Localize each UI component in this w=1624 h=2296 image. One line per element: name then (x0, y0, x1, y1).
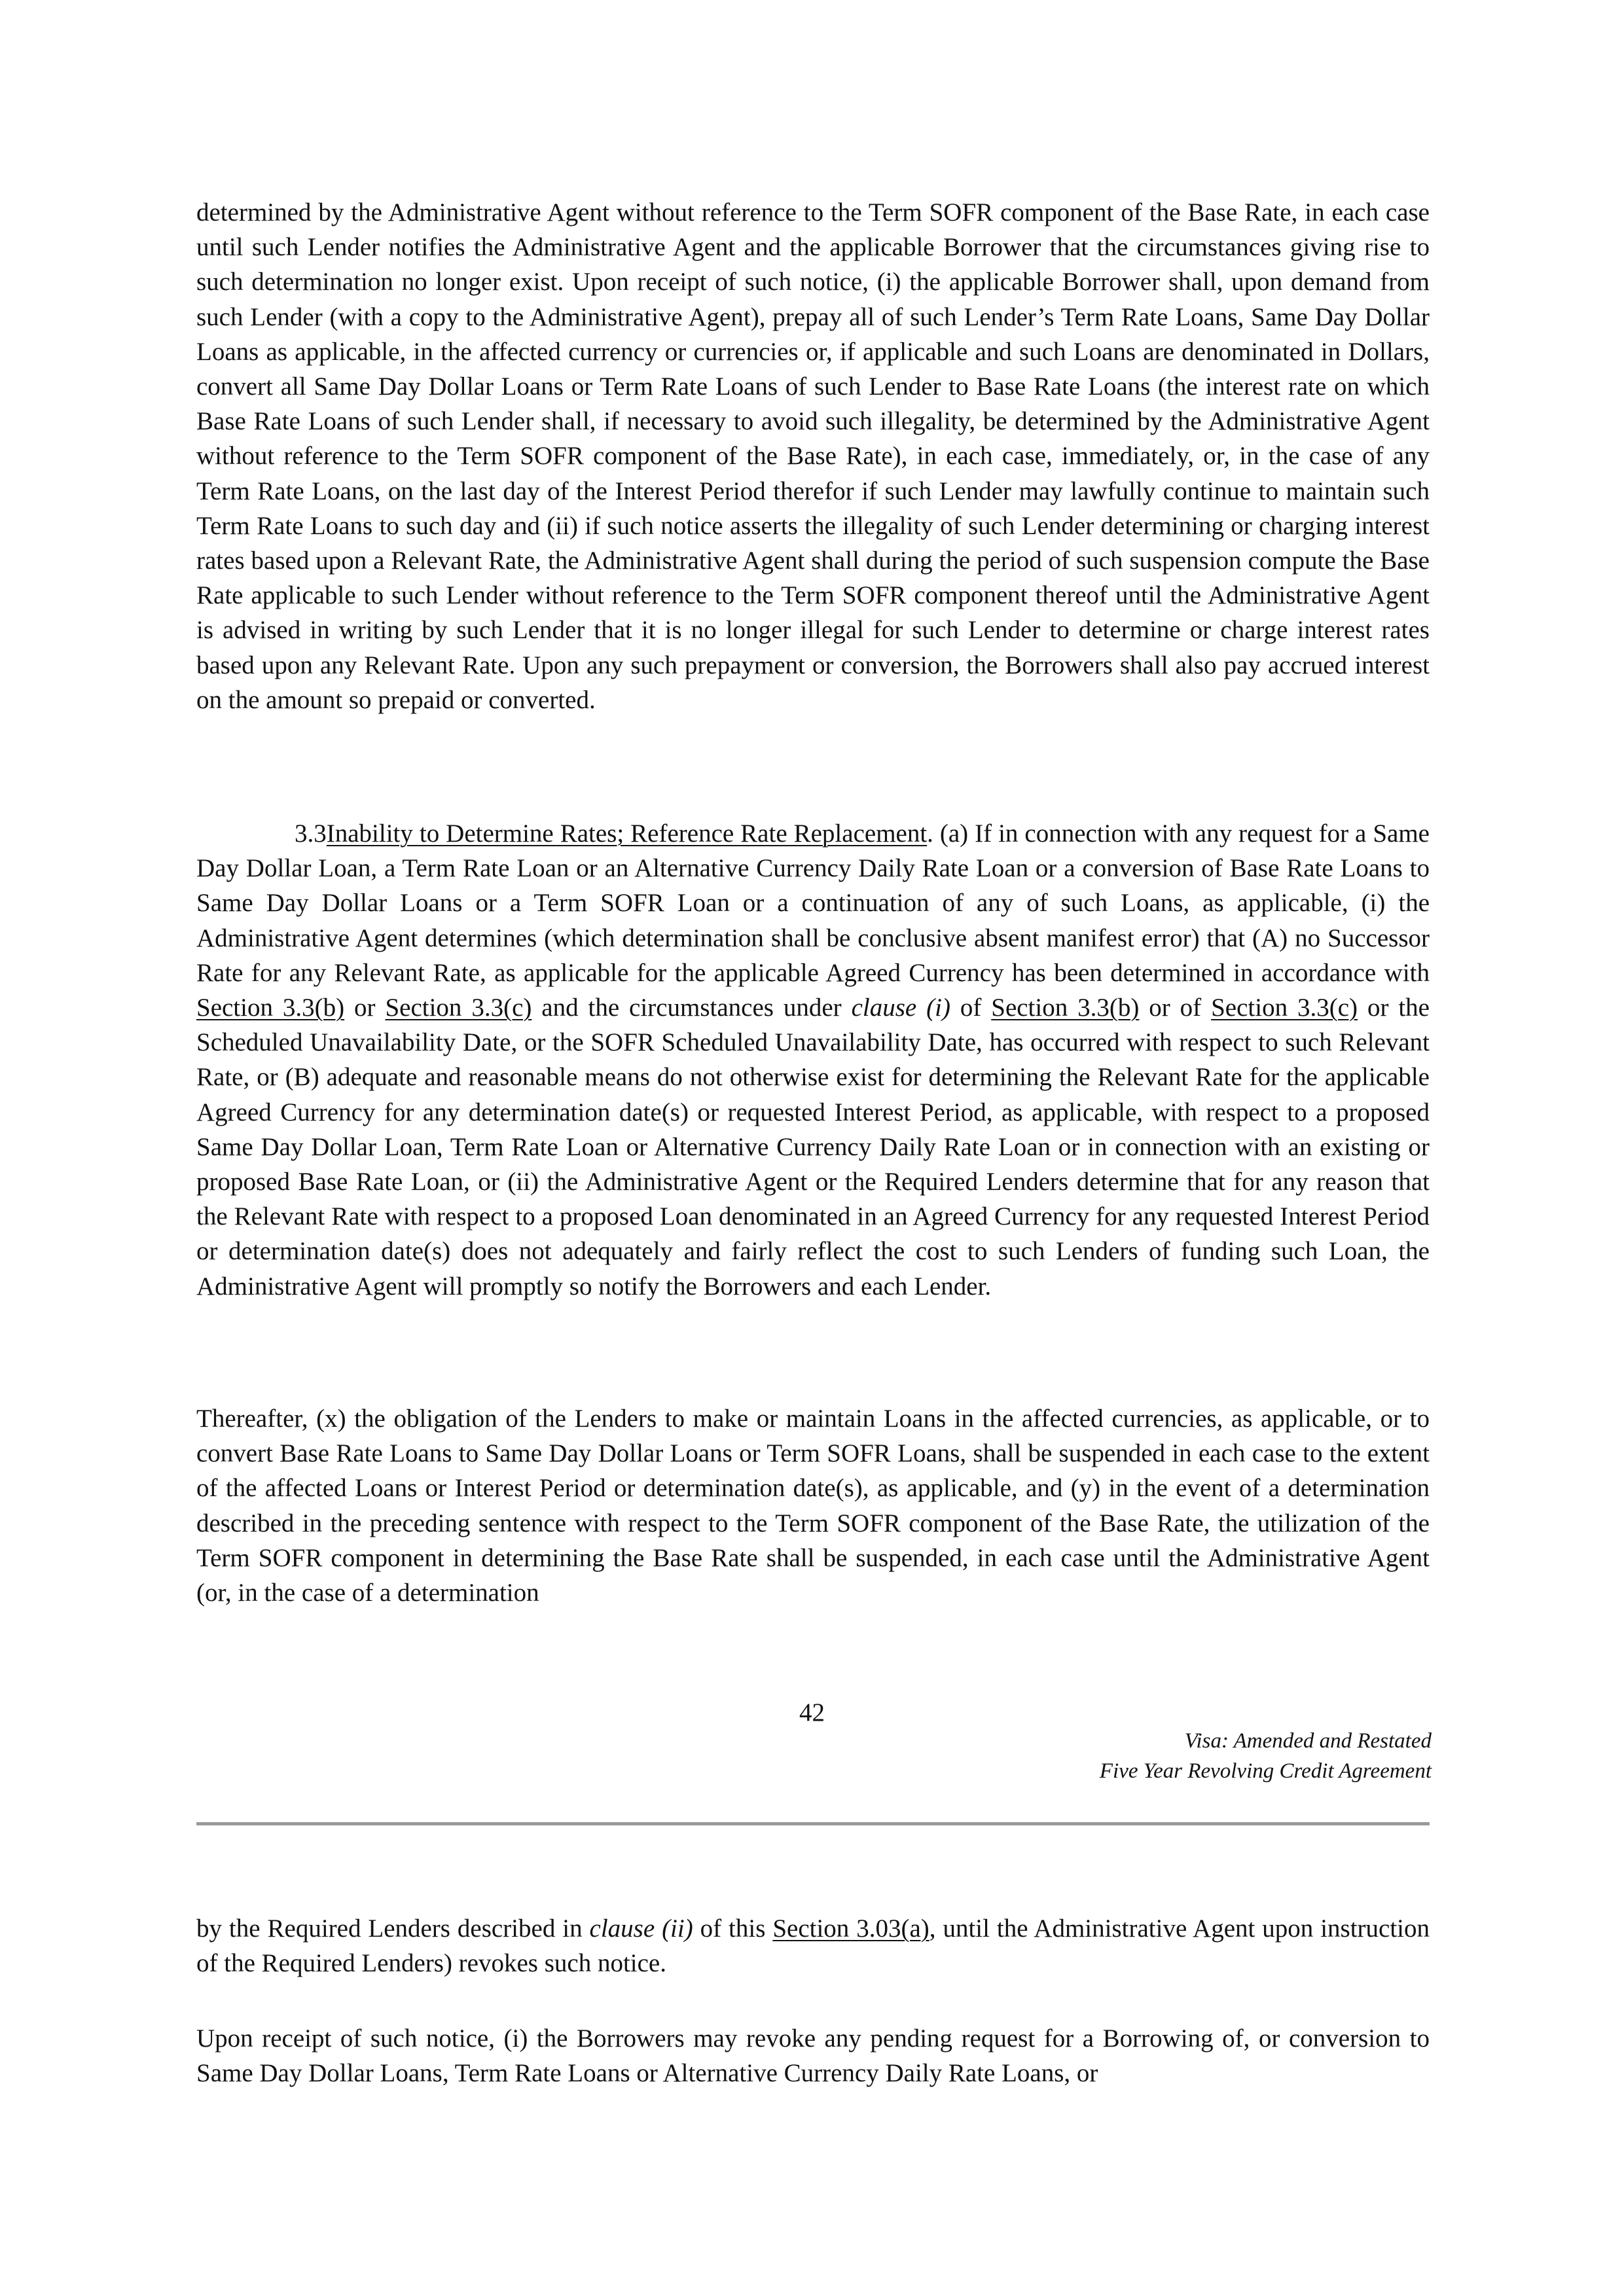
footer-title-line-1: Visa: Amended and Restated (1184, 1729, 1432, 1753)
text-a: by the Required Lenders described in (196, 1914, 590, 1943)
section-3-3-paragraph (196, 816, 1430, 1304)
section-text-b: or (344, 994, 386, 1022)
section-reference-link[interactable]: Section 3.3(b) (991, 994, 1140, 1022)
clause-reference: clause (ii) (589, 1914, 693, 1943)
page-divider (196, 1822, 1430, 1825)
section-reference-link[interactable]: Section 3.03(a) (772, 1914, 929, 1943)
section-reference-link[interactable]: Section 3.3(b) (196, 994, 345, 1022)
section-heading: Inability to Determine Rates; Reference Rate Replacement (326, 819, 928, 848)
section-number: 3.3 (295, 819, 327, 848)
section-text-d: of (950, 994, 992, 1022)
text-b: of this (693, 1914, 773, 1943)
section-text-f: or the Scheduled Unavailability Date, or the SOFR Scheduled Unavailability Date, has occurred with respect to such Relevant Rate, or (B) adequate and reasonable means do not otherwise exist for determining the Relevant Rate for the applicable Agreed Currency for any determination date(s) or requested Interest Period, as applicable, with respect to a proposed Same Day Dollar Loan, Term Rate Loan or Alternative Currency Daily Rate Loan or in connection with an existing or proposed Base Rate Loan, or (ii) the Administrative Agent or the Required Lenders determine that for any reason that the Relevant Rate with respect to a proposed Loan denominated in an Agreed Currency for any requested Interest Period or determination date(s) does not adequately and fairly reflect the cost to such Lenders of funding such Loan, the Administrative Agent will promptly so notify the Borrowers and each Lender. (196, 994, 1430, 1300)
paragraph-upon-receipt: Upon receipt of such notice, (i) the Borrowers may revoke any pending request for a Borrowing of, or conversion to Same Day Dollar Loans, Term Rate Loans or Alternative Currency Daily Rate Loans, or (196, 2024, 1430, 2088)
section-reference-link[interactable]: Section 3.3(c) (385, 994, 532, 1022)
footer-title-line-2: Five Year Revolving Credit Agreement (1099, 1759, 1432, 1783)
page-number: 42 (799, 1698, 825, 1727)
section-text-e: or of (1139, 994, 1212, 1022)
section-text-a: . (a) If in connection with any request for a Same Day Dollar Loan, a Term Rate Loan or an Alternative Currency Daily Rate Loan or a conversion of Base Rate Loans to Same Day Dollar Loans or a Term SOFR Loan or a continuation of any of such Loans, as applicable, (i) the Administrative Agent determines (which determination shall be conclusive absent manifest error) that (A) no Successor Rate for any Relevant Rate, as applicable for the applicable Agreed Currency has been determined in accordance with (196, 819, 1430, 987)
section-reference-link[interactable]: Section 3.3(c) (1211, 994, 1358, 1022)
section-text-c: and the circumstances under (532, 994, 852, 1022)
paragraph-thereafter: Thereafter, (x) the obligation of the Lenders to make or maintain Loans in the affected currencies, as applicable, or to convert Base Rate Loans to Same Day Dollar Loans or Term SOFR Loans, shall be suspended in each case to the extent of the affected Loans or Interest Period or determination date(s), as applicable, and (y) in the event of a determination described in the preceding sentence with respect to the Term SOFR component of the Base Rate, the utilization of the Term SOFR component in determining the Base Rate shall be suspended, in each case until the Administrative Agent (or, in the case of a determination (196, 1405, 1430, 1607)
clause-reference: clause (i) (851, 994, 950, 1022)
paragraph-illegality-continuation: determined by the Administrative Agent without reference to the Term SOFR component of the Base Rate, in each case until such Lender notifies the Administrative Agent and the applicable Borrower that the circumstances giving rise to such determination no longer exist. Upon receipt of such notice, (i) the applicable Borrower shall, upon demand from such Lender (with a copy to the Administrative Agent), prepay all of such Lender’s Term Rate Loans, Same Day Dollar Loans as applicable, in the affected currency or currencies or, if applicable and such Loans are denominated in Dollars, convert all Same Day Dollar Loans or Term Rate Loans of such Lender to Base Rate Loans (the interest rate on which Base Rate Loans of such Lender shall, if necessary to avoid such illegality, be determined by the Administrative Agent without reference to the Term SOFR component of the Base Rate), in each case, immediately, or, in the case of any Term Rate Loans, on the last day of the Interest Period therefor if such Lender may lawfully continue to maintain such Term Rate Loans to such day and (ii) if such notice asserts the illegality of such Lender determining or charging interest rates based upon a Relevant Rate, the Administrative Agent shall during the period of such suspension compute the Base Rate applicable to such Lender without reference to the Term SOFR component thereof until the Administrative Agent is advised in writing by such Lender that it is no longer illegal for such Lender to determine or charge interest rates based upon any Relevant Rate. Upon any such prepayment or conversion, the Borrowers shall also pay accrued interest on the amount so prepaid or converted. (196, 198, 1430, 714)
paragraph-required-lenders (196, 1911, 1430, 1981)
text-c: , until the Administrative Agent upon instruction of the Required Lenders) revokes such notice. (196, 1914, 1430, 1978)
